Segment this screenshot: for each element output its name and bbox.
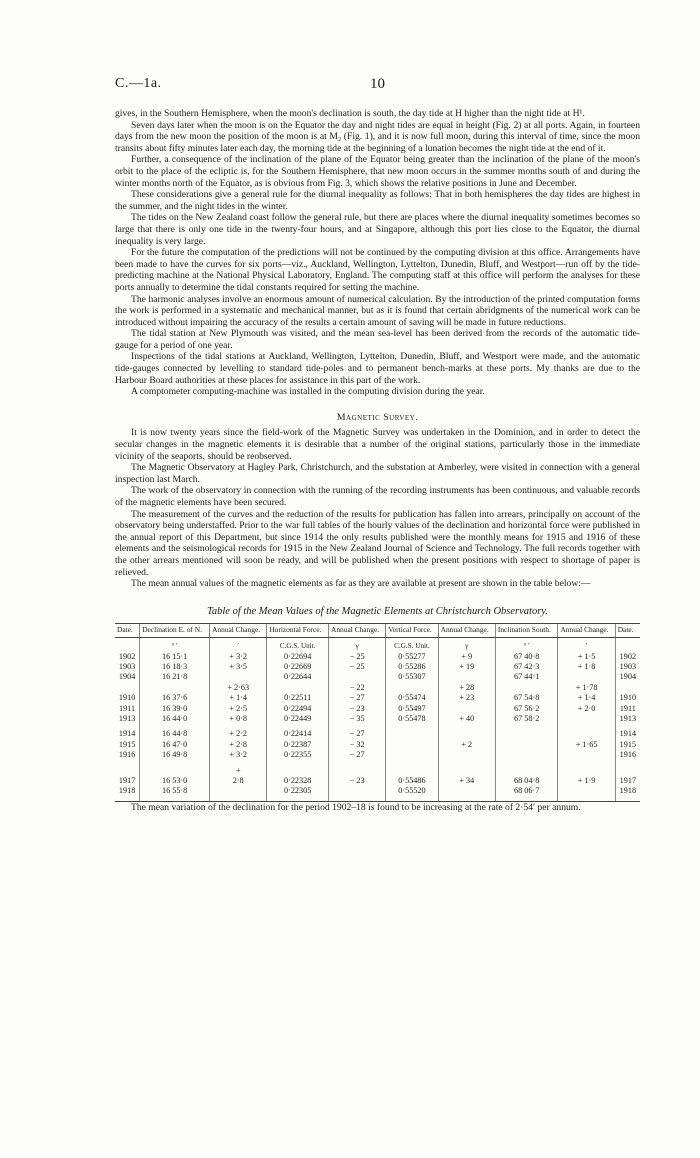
table-row [115,672,640,682]
table-cell [438,729,495,739]
table-cell [495,766,558,776]
paragraph: The Magnetic Observatory at Hagley Park, Christchurch, and the substation at Amberley, were visited in connection with a general inspection last March. [115,462,640,485]
paragraph: A comptometer computing-machine was installed in the computing division during the year. [131,386,485,398]
column-header: Horizontal Force. [267,624,329,638]
table-cell: 2·8 [210,776,267,786]
table-cell: − 27 [329,750,386,760]
table-cell: + 28 [438,683,495,693]
table-body [115,638,640,802]
table-row [115,740,640,750]
table-cell: + [210,766,267,776]
table-cell: 1917 [118,776,136,786]
table-cell [615,638,640,652]
table-cell: 67 56·2 [495,704,558,714]
table-cell: 1904 [615,672,640,682]
table-cell [495,729,558,739]
table-cell [386,683,438,693]
table-cell: 0·55520 [386,786,438,801]
table-cell: 16 53·0 [140,776,210,786]
section-title: Magnetic Survey. [336,411,419,423]
table-cell [115,766,140,776]
table-cell: + 3·2 [210,750,267,760]
table-cell: + 2·2 [210,729,267,739]
table-cell: 0·22355 [267,750,329,760]
table-cell: 1902 [118,651,136,661]
table-cell [558,729,615,739]
table-cell [329,786,386,801]
table-cell [615,683,640,693]
table-cell: − 25 [329,652,386,662]
magnetic-elements-table [115,623,640,801]
table-cell [115,683,140,693]
column-header: Annual Change. [438,624,495,638]
table-cell: + 1·4 [210,693,267,703]
table-cell: 0·55478 [386,714,438,724]
table-cell: 68 04·8 [495,776,558,786]
table-cell: 1915 [615,740,640,750]
table-cell [210,786,267,801]
table-cell: + 2·63 [210,683,267,693]
table-cell [495,750,558,760]
table-cell: 0·55277 [386,652,438,662]
table-cell: 0·55286 [386,662,438,672]
table-cell: 1904 [118,672,136,682]
table-cell: 0·55486 [386,776,438,786]
table-cell: 0·22387 [267,740,329,750]
table-cell: 1916 [118,750,136,760]
table-row [115,729,640,739]
column-header: Annual Change. [210,624,267,638]
table-cell: 16 39·0 [140,704,210,714]
table-cell: 0·22644 [267,672,329,682]
column-header: Annual Change. [329,624,386,638]
table-cell [329,766,386,776]
table-cell: 1918 [115,786,140,801]
table-cell: 16 49·8 [140,750,210,760]
page-number: 10 [370,76,385,92]
table-cell: ′ [210,638,267,652]
table-cell: + 0·8 [210,714,267,724]
table-cell: 67 44·1 [495,672,558,682]
table-cell: − 25 [329,662,386,672]
table-cell [558,766,615,776]
table-cell: ° ′ [140,638,210,652]
table-cell: 1911 [615,704,640,714]
table-cell [210,672,267,682]
table-cell [438,750,495,760]
table-cell: 1911 [119,703,136,713]
table-cell: − 23 [329,776,386,786]
table-cell: + 1·65 [558,740,615,750]
table-row [115,662,640,672]
table-cell: C.G.S. Unit. [386,638,438,652]
paragraph: These considerations give a general rule for the diurnal inequality as follows: That in both hemispheres the day tides are highest in the summer, and the night tides in the winter. [115,189,640,212]
paragraph: Seven days later when the moon is on the Equator the day and night tides are equal in height (Fig. 2) at all ports. Again, in fourteen days from the new moon the position of the moon is at M₂ (Fig. 1), and it is now full moon, during this interval of time, since the moon transits about fifty minutes later each day, the morning tide at the beginning of a lunation becomes the night tide at the end of it. [115,119,640,154]
table-row [115,652,640,662]
table-cell: + 2·8 [210,740,267,750]
table-caption: Table of the Mean Values of the Magnetic Elements at Christchurch Observatory. [206,605,548,617]
table-cell: 16 37·6 [140,693,210,703]
table-cell: + 40 [438,714,495,724]
table-cell: + 2 [438,740,495,750]
table-cell: − 27 [329,729,386,739]
paragraph: For the future the computation of the predictions will not be continued by the computing division at this office. Arrangements have been made to have the curves for six ports—viz., Auckland, Wellington, Lyttelton, Dunedin, Bluff, and Westport—run off by the tide-predicting machine at the National Physical Laboratory, England. The computing staff at this office will perform the analyses for these ports annually to determine the tidal constants required for setting the machine. [115,247,640,293]
paragraph: The tides on the New Zealand coast follow the general rule, but there are places where the diurnal inequality sometimes becomes so large that there is only one tide in the twenty-four hours, and at Singapore, although this port lies close to the Equator, the diurnal inequality is very large. [115,212,640,247]
table-cell [329,672,386,682]
table-cell: C.G.S. Unit. [267,638,329,652]
table-cell: ′ [558,638,615,652]
table-cell: 67 40·8 [495,652,558,662]
table-cell: + 2·0 [558,704,615,714]
table-cell: 0·55474 [386,693,438,703]
table-cell: − 23 [329,704,386,714]
table-cell: 16 47·0 [140,740,210,750]
table-row [115,714,640,724]
table-cell: 0·22449 [267,714,329,724]
table-cell: 1913 [118,713,136,723]
paragraph: The measurement of the curves and the reduction of the results for publication has fallen into arrears, principally on account of the observatory being understaffed. Prior to the war full tables of the hourly values of the declination and horizontal force were published in the annual report of this Department, but since 1914 the only results published were the monthly means for 1915 and 1916 of these elements and the seismological records for 1915 in the New Zealand Journal of Science and Technology. The full records together with the other arrears mentioned will soon be ready, and will be published when the present positions with respect to shortage of paper is relieved. [115,508,640,578]
table-cell [438,704,495,714]
table-cell: + 9 [438,652,495,662]
table-cell: + 3·2 [210,652,267,662]
table-row [115,786,640,801]
paragraph: The work of the observatory in connection with the running of the recording instruments has been continuous, and valuable records of the magnetic elements have been secured. [115,485,640,508]
table-cell: + 34 [438,776,495,786]
column-header: Inclination South. [495,624,558,638]
table-cell: + 19 [438,662,495,672]
table-cell [140,766,210,776]
table-cell: 1916 [615,750,640,760]
table-cell [495,683,558,693]
table-cell: 0·22669 [267,662,329,672]
table-cell [438,672,495,682]
table-cell [558,750,615,760]
column-header: Declination E. of N. [140,624,210,638]
table-cell: 68 06·7 [495,786,558,801]
report-code: C.—1a. [115,76,162,91]
paragraph: gives, in the Southern Hemisphere, when the moon's declination is south, the day tide at H higher than the night tide at H¹. [115,108,585,119]
table-cell: 0·55307 [386,672,438,682]
table-cell: 1903 [615,662,640,672]
table-row [115,766,640,776]
table-row [115,750,640,760]
table-cell: 16 15·1 [140,652,210,662]
table-cell: + 1·5 [558,652,615,662]
paragraph: It is now twenty years since the field-work of the Magnetic Survey was undertaken in the Dominion, and in order to detect the secular changes in the magnetic elements it is desirable that a number of the original stations, particularly those in the immediate vicinity of the seaports, should be reobserved. [115,427,640,462]
table-cell: + 3·5 [210,662,267,672]
column-header: Annual Change. [558,624,615,638]
table-cell: 0·22494 [267,704,329,714]
table-cell: 67 54·8 [495,693,558,703]
table-cell: 67 42·3 [495,662,558,672]
table-cell: 16 44·8 [140,729,210,739]
table-cell: − 35 [329,714,386,724]
table-cell [558,672,615,682]
paragraph: Further, a consequence of the inclination of the plane of the Equator being greater than the inclination of the plane of the moon's orbit to the place of the ecliptic is, for the Southern Hemisphere, that new moon occurs in the summer months south of and during the winter months north of the Equator, as is obvious from Fig. 3, which shows the relative positions in June and December. [115,154,640,189]
table-cell [386,750,438,760]
table-cell [267,683,329,693]
table-cell [267,766,329,776]
table-cell [386,729,438,739]
table-cell: + 1·8 [558,662,615,672]
column-header: Date. [615,624,640,638]
table-cell [115,638,140,652]
table-cell: 1910 [615,693,640,703]
table-cell: 67 58·2 [495,714,558,724]
table-cell: 1914 [615,729,640,739]
table-row [115,704,640,714]
table-cell: 16 44·0 [140,714,210,724]
table-cell [438,766,495,776]
table-cell: + 1·4 [558,693,615,703]
table-cell [558,786,615,801]
table-row [115,693,640,703]
table-cell: 1902 [615,652,640,662]
table-cell: + 1·9 [558,776,615,786]
table-cell: 1903 [118,661,136,671]
table-cell: + 2·5 [210,704,267,714]
table-cell: 0·22694 [267,652,329,662]
table-cell: γ [438,638,495,652]
table-cell: 0·22414 [267,729,329,739]
table-cell: γ [329,638,386,652]
table-cell: 1910 [118,693,136,703]
table-cell [386,766,438,776]
table-row [115,638,640,652]
table-row [115,776,640,786]
paragraph: The tidal station at New Plymouth was visited, and the mean sea-level has been derived from the records of the automatic tide-gauge for a period of one year. [115,328,640,351]
table-cell: 1914 [118,729,136,739]
table-cell [386,740,438,750]
table-cell: − 27 [329,693,386,703]
column-header: Vertical Force. [386,624,438,638]
table-cell: 1918 [615,786,640,801]
body-text [115,108,640,813]
paragraph: The harmonic analyses involve an enormous amount of numerical calculation. By the introduction of the printed computation forms the work is performed in a systematic and mechanical manner, but as it is found that certain abridgments of the numerical work can be introduced without impairing the accuracy of the results a certain amount of saving will be made in future reductions. [115,293,640,328]
table-cell: − 22 [329,683,386,693]
table-cell: + 1·78 [558,683,615,693]
table-cell [615,766,640,776]
table-header-row [115,624,640,638]
page-header [115,76,640,96]
table-cell: 0·55497 [386,704,438,714]
table-cell: 16 55·8 [140,786,210,801]
table-cell: 0·22305 [267,786,329,801]
table-cell: 16 18·3 [140,662,210,672]
column-header: Date. [115,624,140,638]
table-row [115,683,640,693]
table-cell: − 32 [329,740,386,750]
table-cell [558,714,615,724]
table-cell [140,683,210,693]
table-cell: 1915 [118,739,136,749]
paragraph: Inspections of the tidal stations at Auckland, Wellington, Lyttelton, Dunedin, Bluff, and Westport were made, and the automatic tide-gauges connected by levelling to standard tide-poles and to permanent bench-marks at these ports. My thanks are due to the Harbour Board authorities at these places for assistance in this part of the work. [115,351,640,386]
closing-paragraph: The mean variation of the declination for the period 1902–18 is found to be increasing at the rate of 2·54′ per annum. [131,801,581,813]
table-cell: 1913 [615,714,640,724]
paragraph: The mean annual values of the magnetic elements as far as they are available at present are shown in the table below:— [131,578,591,590]
table-cell: 0·22328 [267,776,329,786]
table-cell: 1917 [615,776,640,786]
table-cell: ° ′ [495,638,558,652]
table-cell [438,786,495,801]
table-cell: + 23 [438,693,495,703]
table-cell [495,740,558,750]
table-cell: 0·22511 [267,693,329,703]
table-cell: 16 21·8 [140,672,210,682]
